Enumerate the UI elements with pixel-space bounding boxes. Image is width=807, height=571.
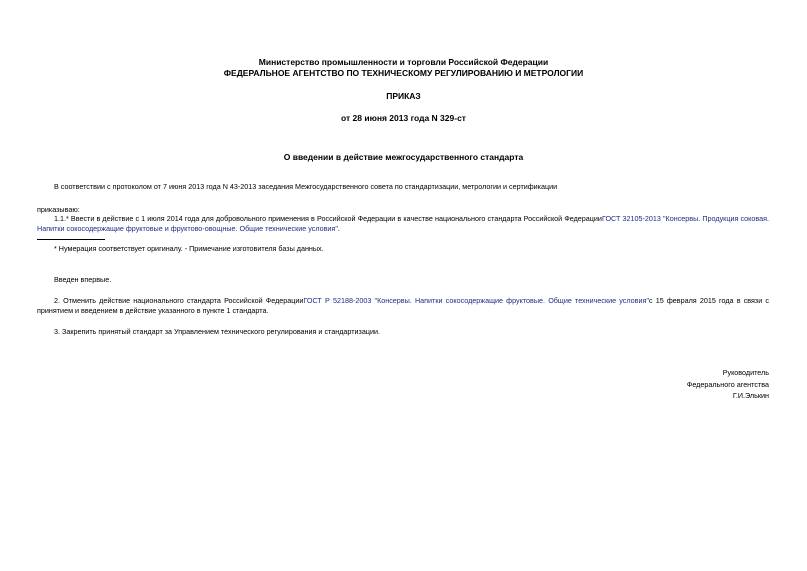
paragraph-2 <box>37 296 769 315</box>
signature-name: Г.И.Элькин <box>732 391 769 400</box>
footnote-divider <box>37 239 105 240</box>
signature-block <box>687 367 769 402</box>
gost-r-52188-link[interactable]: ГОСТ Р 52188-2003 "Консервы. Напитки сокосодержащие фруктовые. Общие технические условия" <box>303 296 649 305</box>
doc-type: ПРИКАЗ <box>386 91 421 101</box>
doc-subject: О введении в действие межгосударственного стандарта <box>283 152 524 162</box>
paragraph-1-end: . <box>337 223 340 233</box>
signature-title-line2: Федерального агентства <box>686 379 769 389</box>
paragraph-2-text: 2. Отменить действие национального стандарта Российской Федерации <box>54 296 304 305</box>
gost-32105-link[interactable]: ГОСТ 32105-2013 "Консервы. Продукция соковая. Напитки сокосодержащие фруктовые и фруктово-овощные. Общие технические условия" <box>37 214 769 233</box>
paragraph-2-end: с 15 февраля 2015 года в связи с принятием и введением в действие указанного в пункте 1 стандарта. <box>37 296 769 315</box>
footnote: * Нумерация соответствует оригиналу. - Примечание изготовителя базы данных. <box>54 244 324 253</box>
first-introduced-note: Введен впервые. <box>54 275 112 284</box>
agency-name: ФЕДЕРАЛЬНОЕ АГЕНТСТВО ПО ТЕХНИЧЕСКОМУ РЕГУЛИРОВАНИЮ И МЕТРОЛОГИИ <box>223 68 584 78</box>
ministry-name: Министерство промышленности и торговли Российской Федерации <box>258 57 549 67</box>
paragraph-1-text: 1.1.* Ввести в действие с 1 июля 2014 года для добровольного применения в Российской Федерации в качестве национального стандарта Российской Федерации <box>54 214 602 223</box>
doc-date-number: от 28 июня 2013 года N 329-ст <box>341 113 466 123</box>
order-word: приказываю: <box>37 205 80 214</box>
intro-paragraph: В соответствии с протоколом от 7 июня 2013 года N 43-2013 заседания Межгосударственного совета по стандартизации, метрологии и сертификации <box>54 182 558 191</box>
signature-title-line1: Руководитель <box>722 368 769 377</box>
paragraph-3: 3. Закрепить принятый стандарт за Управлением технического регулирования и стандартизации. <box>54 327 380 336</box>
paragraph-1 <box>37 214 769 233</box>
